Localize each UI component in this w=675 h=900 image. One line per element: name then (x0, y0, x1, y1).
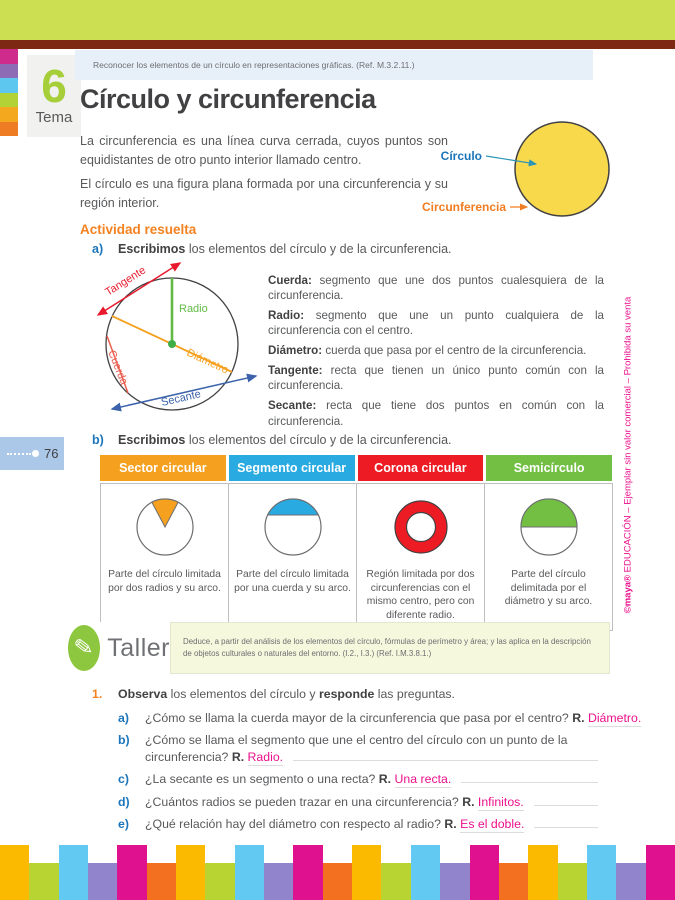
item-b-text: Escribimos los elementos del círculo y de la circunferencia. (118, 433, 452, 447)
footer-bar (29, 863, 58, 900)
table-header-cell: Segmento circular (229, 455, 355, 481)
intro-paragraph-2: El círculo es una figura plana formada por una circunferencia y su región interior. (80, 177, 448, 210)
footer-bar (88, 863, 117, 900)
taller-objective-box (170, 622, 610, 674)
color-square (0, 49, 18, 64)
annulus-figure (386, 492, 456, 562)
footer-bar (176, 845, 205, 900)
definition-tangent: Tangente: recta que tienen un único punto común con la circunferencia. (268, 364, 604, 393)
footer-bar (616, 863, 645, 900)
taller-circle (68, 625, 100, 671)
chord-label: Cuerda (105, 348, 130, 387)
bullet-dot (32, 450, 39, 457)
footer-bar (59, 845, 88, 900)
footer-bar (117, 845, 146, 900)
table-cell-semicircle (484, 483, 613, 631)
answer-d[interactable]: Infinitos. (477, 794, 524, 809)
footer-bar (235, 845, 264, 900)
footer-bar (528, 845, 557, 900)
footer-bar (147, 863, 176, 900)
page-title: Círculo y circunferencia (80, 84, 376, 114)
taller-badge (68, 622, 170, 674)
color-square (0, 107, 18, 122)
circle-label: Círculo (440, 149, 482, 163)
activity-item-b (92, 433, 452, 447)
footer-bar (646, 845, 675, 900)
footer-bar (323, 863, 352, 900)
color-square (0, 64, 18, 79)
publisher-brand: ©maya® (622, 574, 634, 614)
footer-bar (558, 863, 587, 900)
footer-bars (0, 845, 675, 900)
table-header-cell: Semicírculo (486, 455, 612, 481)
table-header-row (100, 455, 612, 481)
activity-heading: Actividad resuelta (80, 222, 197, 237)
footer-bar (499, 863, 528, 900)
table-header-cell: Corona circular (358, 455, 484, 481)
definition-secant: Secante: recta que tiene dos puntos en común con la circunferencia. (268, 399, 604, 428)
footer-bar (264, 863, 293, 900)
footer-bar (381, 863, 410, 900)
answer-e[interactable]: Es el doble. (460, 817, 525, 832)
exercise-number: 1. (92, 687, 103, 701)
color-square (0, 78, 18, 93)
footer-bar (205, 863, 234, 900)
diameter-label: Diámetro (184, 346, 231, 377)
table-cell-segment (228, 483, 357, 631)
topic-number: 6 (41, 59, 67, 112)
circle-parts-table (100, 455, 612, 631)
footer-bar (411, 845, 440, 900)
circumference-label: Circunferencia (421, 200, 506, 214)
top-maroon-rule (0, 40, 675, 49)
definitions-list (268, 273, 604, 434)
question-b: b) ¿Cómo se llama el segmento que une el centro del círculo con un punto de la (118, 732, 568, 747)
annulus-description: Región limitada por dos circunferencias con el mismo centro, pero con diferente radio. (366, 569, 475, 621)
activity-item-a (92, 242, 452, 256)
item-b-letter: b) (92, 433, 104, 447)
topic-badge (27, 55, 81, 137)
exercise-1-prompt (92, 687, 598, 701)
footer-bar (0, 845, 29, 900)
curriculum-reference-text: Reconocer los elementos de un círculo en representaciones gráficas. (Ref. M.3.2.11.) (93, 60, 415, 70)
footer-bar (293, 845, 322, 900)
table-cell-annulus (356, 483, 485, 631)
footer-bar (587, 845, 616, 900)
circle-illustration (420, 116, 670, 238)
page-number: 76 (44, 446, 59, 461)
answer-line[interactable] (534, 794, 598, 806)
semicircle-description: Parte del círculo delimitada por el diámetro y su arco. (504, 569, 593, 608)
copyright-vertical-text: ©maya® EDUCACIÓN – Ejemplar sin valor comercial – Prohibida su venta (622, 296, 634, 614)
intro-paragraph-1: La circunferencia es una línea curva cerrada, cuyos puntos son equidistantes de otro punto interior llamado centro. (80, 134, 448, 167)
question-b-line2: circunferencia? R. Radio. (118, 749, 598, 764)
circle-elements-diagram (84, 260, 264, 430)
item-a-text: Escribimos los elementos del círculo y de la circunferencia. (118, 242, 452, 256)
page-number-badge (0, 437, 64, 470)
sector-figure (130, 492, 200, 562)
semicircle-figure (514, 492, 584, 562)
answer-line[interactable] (461, 771, 598, 783)
taller-objective-text: Deduce, a partir del análisis de los elementos del círculo, fórmulas de perímetro y área; y las aplica en la descripción de objetos culturales o naturales del entorno. (I.2., I.3.) (Ref. I.M.3.8.1.) (183, 636, 591, 658)
table-cell-sector (100, 483, 229, 631)
definition-diameter: Diámetro: cuerda que pasa por el centro de la circunferencia. (268, 344, 587, 358)
question-a: a) ¿Cómo se llama la cuerda mayor de la circunferencia que pasa por el centro? R. Diámetro. (118, 711, 642, 726)
answer-c[interactable]: Una recta. (394, 772, 452, 787)
question-d: d) ¿Cuántos radios se pueden trazar en una circunferencia? R. Infinitos. (118, 794, 598, 809)
question-e: e) ¿Qué relación hay del diámetro con respecto al radio? R. Es el doble. (118, 816, 598, 831)
top-color-band (0, 0, 675, 40)
topic-color-squares (0, 49, 18, 136)
topic-label: Tema (35, 109, 73, 127)
taller-section (68, 622, 610, 674)
exercise-prompt-text: Observa los elementos del círculo y responde las preguntas. (118, 687, 455, 701)
sector-description: Parte del círculo limitada por dos radios y su arco. (108, 569, 221, 594)
answer-line[interactable] (293, 749, 598, 761)
footer-bar (470, 845, 499, 900)
color-square (0, 122, 18, 137)
answer-line[interactable] (534, 816, 598, 828)
tangent-label: Tangente (103, 264, 148, 299)
center-point (168, 340, 176, 348)
answer-a[interactable]: Diámetro. (587, 711, 642, 726)
yellow-circle (515, 122, 609, 216)
question-c: c) ¿La secante es un segmento o una recta? R. Una recta. (118, 771, 598, 786)
taller-label: Taller (107, 633, 170, 662)
definition-chord: Cuerda: segmento que une dos puntos cualesquiera de la circunferencia. (268, 274, 604, 303)
table-body-row (100, 483, 612, 631)
pencil-icon: ✎ (72, 633, 96, 663)
radius-label: Radio (179, 303, 208, 315)
table-header-cell: Sector circular (100, 455, 226, 481)
segment-description: Parte del círculo limitada por una cuerda y su arco. (234, 569, 351, 594)
footer-bar (352, 845, 381, 900)
answer-b[interactable]: Radio. (247, 749, 284, 764)
definition-radius: Radio: segmento que une un punto cualquiera de la circunferencia con el centro. (268, 309, 604, 338)
intro-text (80, 132, 448, 218)
footer-bar (440, 863, 469, 900)
item-a-letter: a) (92, 242, 104, 256)
secant-label: Secante (159, 388, 203, 409)
curriculum-reference (75, 50, 593, 80)
color-square (0, 93, 18, 108)
exercise-block (92, 687, 642, 839)
dotted-line (7, 453, 31, 455)
segment-figure (258, 492, 328, 562)
